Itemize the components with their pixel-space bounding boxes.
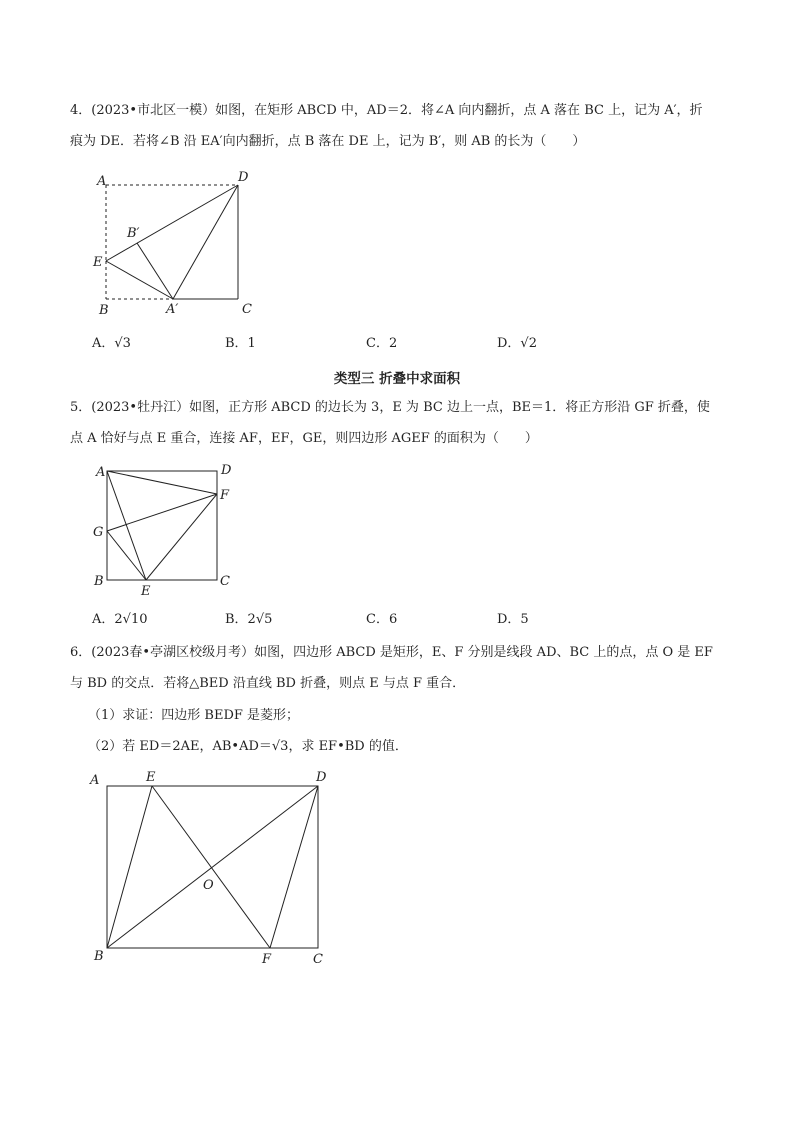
q6-text-line1: 6．(2023春•亭湖区校级月考）如图，四边形 ABCD 是矩形，E、F 分别是线段 AD、BC 上的点，点 O 是 EF xyxy=(70,645,713,660)
q4-fold-ED xyxy=(106,185,238,261)
q6-diagonal-BD xyxy=(107,786,318,948)
q6-segment-BE xyxy=(107,786,152,948)
q4-text-line2: 痕为 DE．若将∠B 沿 EA′向内翻折，点 B 落在 DE 上，记为 B′，则 AB 的长为（ ） xyxy=(70,134,586,149)
q6-label-O: O xyxy=(203,878,214,893)
q5-option-b[interactable]: B．2√5 xyxy=(225,612,273,627)
q6-label-F: F xyxy=(262,952,272,967)
q6-figure xyxy=(107,786,318,948)
q4-label-Bp: B′ xyxy=(127,226,140,241)
q6-label-B: B xyxy=(94,949,104,964)
q6-segment-EF xyxy=(152,786,270,948)
q5-segment-AE xyxy=(107,471,146,580)
q4-option-a[interactable]: A．√3 xyxy=(92,336,131,351)
q4-label-C: C xyxy=(242,302,252,317)
q5-label-B: B xyxy=(94,574,104,589)
q5-text-line1: 5．(2023•牡丹江）如图，正方形 ABCD 的边长为 3，E 为 BC 边上一点，BE＝1．将正方形沿 GF 折叠，使 xyxy=(70,400,710,415)
q4-label-D: D xyxy=(238,170,249,185)
q6-label-C: C xyxy=(313,952,323,967)
q5-text-line2: 点 A 恰好与点 E 重合，连接 AF，EF，GE，则四边形 AGEF 的面积为（ ） xyxy=(70,431,538,446)
q5-option-c[interactable]: C．6 xyxy=(366,612,398,627)
q6-subquestion-2: （2）若 ED＝2AE，AB•AD＝√3，求 EF•BD 的值． xyxy=(88,739,408,754)
q6-segment-FD xyxy=(270,786,318,948)
q4-figure xyxy=(106,185,238,299)
q4-label-B: B xyxy=(99,303,109,318)
q5-option-a[interactable]: A．2√10 xyxy=(92,612,148,627)
q5-option-d[interactable]: D．5 xyxy=(497,612,529,627)
q5-label-D: D xyxy=(221,463,232,478)
q6-label-D: D xyxy=(316,770,327,785)
q5-label-C: C xyxy=(220,574,230,589)
q5-label-A: A xyxy=(96,465,106,480)
q4-option-d[interactable]: D．√2 xyxy=(497,336,537,351)
q5-label-F: F xyxy=(220,488,230,503)
q5-label-G: G xyxy=(93,525,104,540)
q5-segment-GF xyxy=(107,494,217,531)
q6-label-E: E xyxy=(146,770,156,785)
q4-fold-EAp xyxy=(106,261,173,299)
q4-segment-ApD xyxy=(173,185,238,299)
q5-segment-EF xyxy=(146,494,217,580)
q6-subquestion-1: （1）求证：四边形 BEDF 是菱形； xyxy=(88,708,300,723)
q5-label-E: E xyxy=(141,584,151,599)
q5-figure xyxy=(107,471,217,580)
q4-segment-BpAp xyxy=(137,243,173,299)
q4-label-Ap: A′ xyxy=(166,302,179,317)
q6-text-line2: 与 BD 的交点．若将△BED 沿直线 BD 折叠，则点 E 与点 F 重合． xyxy=(70,676,466,691)
q4-option-c[interactable]: C．2 xyxy=(366,336,398,351)
q6-label-A: A xyxy=(90,773,100,788)
q4-text-line1: 4．(2023•市北区一模）如图，在矩形 ABCD 中，AD＝2．将∠A 向内翻折，点 A 落在 BC 上，记为 A′，折 xyxy=(70,103,703,118)
q4-label-E: E xyxy=(93,255,103,270)
q5-segment-GE xyxy=(107,531,146,580)
q4-label-A: A xyxy=(97,174,107,189)
q5-segment-AF xyxy=(107,471,217,494)
section-title: 类型三 折叠中求面积 xyxy=(333,371,461,387)
q4-option-b[interactable]: B．1 xyxy=(225,336,256,351)
